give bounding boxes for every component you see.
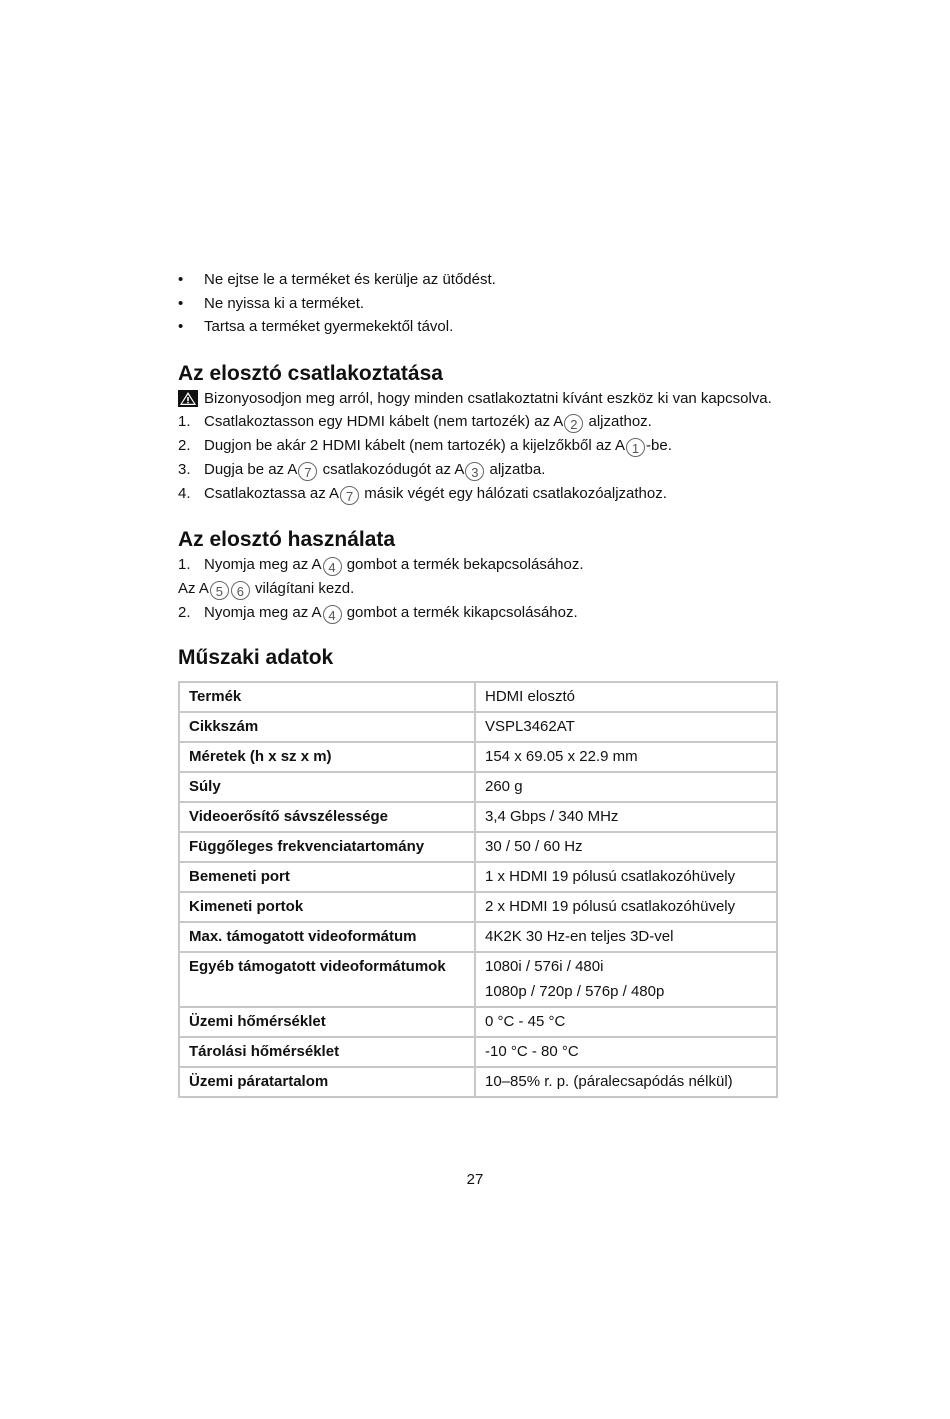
spec-value: 4K2K 30 Hz-en teljes 3D-vel — [485, 927, 674, 945]
section-connect — [178, 361, 780, 506]
spec-key: Cikkszám — [179, 712, 475, 742]
callout-number: 4 — [323, 605, 342, 624]
table-row — [179, 1007, 777, 1037]
step-text: -be. — [646, 437, 672, 455]
step-text: aljzatba. — [485, 460, 546, 478]
section-title: Műszaki adatok — [178, 645, 334, 669]
spec-value: 1 x HDMI 19 pólusú csatlakozóhüvely — [485, 867, 736, 885]
step-number: 1. — [178, 556, 191, 574]
step-text: Nyomja meg az A — [204, 604, 322, 622]
spec-value-cell — [475, 952, 777, 1007]
spec-key: Üzemi hőmérséklet — [179, 1007, 475, 1037]
table-row — [179, 952, 777, 1007]
spec-key: Súly — [179, 772, 475, 802]
spec-value-cell — [475, 1037, 777, 1067]
spec-key: Videoerősítő sávszélessége — [179, 802, 475, 832]
spec-key: Üzemi páratartalom — [179, 1067, 475, 1097]
spec-value: 0 °C - 45 °C — [485, 1012, 566, 1030]
spec-key: Tárolási hőmérséklet — [179, 1037, 475, 1067]
table-row — [179, 772, 777, 802]
spec-key: Termék — [179, 682, 475, 712]
section-use — [178, 527, 780, 624]
table-row — [179, 1067, 777, 1097]
callout-number: 5 — [210, 581, 229, 600]
note-text: világítani kezd. — [250, 580, 355, 598]
table-row — [179, 802, 777, 832]
spec-value-cell — [475, 1067, 777, 1097]
spec-value: 1080p / 720p / 576p / 480p — [485, 982, 665, 1000]
spec-key: Méretek (h x sz x m) — [179, 742, 475, 772]
step-number: 3. — [178, 460, 191, 478]
spec-value: VSPL3462AT — [485, 717, 575, 735]
callout-number: 2 — [564, 414, 583, 433]
list-item: • Tartsa a terméket gyermekektől távol. — [178, 315, 780, 339]
step-text: gombot a termék bekapcsolásához. — [342, 556, 584, 574]
callout-number: 7 — [340, 486, 359, 505]
step-line — [178, 410, 780, 434]
table-row — [179, 892, 777, 922]
spec-value: 10–85% r. p. (páralecsapódás nélkül) — [485, 1072, 733, 1090]
step-number: 2. — [178, 437, 191, 455]
step-number: 2. — [178, 604, 191, 622]
spec-value: 2 x HDMI 19 pólusú csatlakozóhüvely — [485, 897, 736, 915]
spec-value: 260 g — [485, 777, 523, 795]
step-text: másik végét egy hálózati csatlakozóaljzathoz. — [360, 484, 667, 502]
table-row — [179, 712, 777, 742]
spec-value: 154 x 69.05 x 22.9 mm — [485, 747, 638, 765]
spec-value-cell — [475, 892, 777, 922]
table-row — [179, 1037, 777, 1067]
spec-value-cell — [475, 802, 777, 832]
step-line — [178, 458, 780, 482]
safety-list — [178, 268, 780, 339]
step-text: csatlakozódugót az A — [318, 460, 465, 478]
list-item: • Ne ejtse le a terméket és kerülje az ütődést. — [178, 268, 780, 292]
spec-value-cell — [475, 832, 777, 862]
spec-key: Egyéb támogatott videoformátumok — [179, 952, 475, 1007]
step-text: gombot a termék kikapcsolásához. — [342, 604, 578, 622]
step-text: Dugja be az A — [204, 460, 298, 478]
table-row — [179, 742, 777, 772]
step-text: Csatlakoztasson egy HDMI kábelt (nem tartozék) az A — [204, 413, 564, 431]
note-text: Az A — [178, 580, 209, 598]
warning-line — [178, 387, 780, 411]
step-line — [178, 482, 780, 506]
warning-icon — [178, 390, 198, 407]
page-number: 27 — [466, 1171, 484, 1188]
table-row — [179, 682, 777, 712]
section-specs — [178, 645, 780, 1098]
spec-value-cell — [475, 772, 777, 802]
table-row — [179, 922, 777, 952]
step-text: aljzathoz. — [584, 413, 652, 431]
callout-number: 1 — [626, 438, 645, 457]
step-line — [178, 434, 780, 458]
section-title: Az elosztó csatlakoztatása — [178, 361, 443, 385]
spec-value-cell — [475, 682, 777, 712]
warning-text: Bizonyosodjon meg arról, hogy minden csatlakoztatni kívánt eszköz ki van kapcsolva. — [204, 389, 772, 407]
step-line — [178, 553, 780, 577]
step-number: 4. — [178, 484, 191, 502]
spec-value-cell — [475, 922, 777, 952]
step-text: Csatlakoztassa az A — [204, 484, 340, 502]
callout-number: 6 — [231, 581, 250, 600]
manual-page — [178, 268, 780, 1098]
step-line — [178, 601, 780, 625]
spec-value: -10 °C - 80 °C — [485, 1042, 579, 1060]
step-text: Nyomja meg az A — [204, 556, 322, 574]
table-row — [179, 862, 777, 892]
list-item: • Ne nyissa ki a terméket. — [178, 292, 780, 316]
step-number: 1. — [178, 413, 191, 431]
spec-value-cell — [475, 712, 777, 742]
section-title: Az elosztó használata — [178, 528, 396, 552]
callout-number: 7 — [298, 462, 317, 481]
spec-key: Függőleges frekvenciatartomány — [179, 832, 475, 862]
spec-key: Kimeneti portok — [179, 892, 475, 922]
spec-value-cell — [475, 742, 777, 772]
spec-table — [178, 681, 778, 1098]
step-text: Dugjon be akár 2 HDMI kábelt (nem tartozék) a kijelzőkből az A — [204, 437, 626, 455]
spec-value: 30 / 50 / 60 Hz — [485, 837, 583, 855]
spec-value: 3,4 Gbps / 340 MHz — [485, 807, 619, 825]
note-line — [178, 577, 780, 601]
spec-key: Bemeneti port — [179, 862, 475, 892]
callout-number: 3 — [465, 462, 484, 481]
spec-value: 1080i / 576i / 480i — [485, 957, 604, 975]
callout-number: 4 — [323, 557, 342, 576]
spec-value-cell — [475, 862, 777, 892]
spec-key: Max. támogatott videoformátum — [179, 922, 475, 952]
spec-value-cell — [475, 1007, 777, 1037]
spec-value: HDMI elosztó — [485, 687, 576, 705]
table-row — [179, 832, 777, 862]
